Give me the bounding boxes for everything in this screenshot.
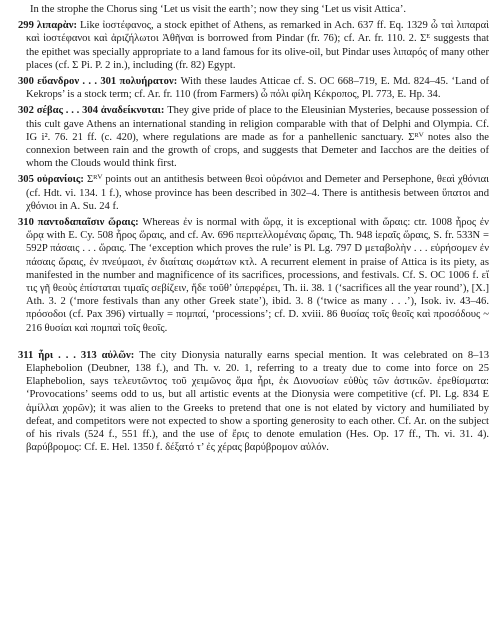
- note-299: [18, 19, 489, 72]
- lemma: 310 παντοδαπαῖσιν ὥραις:: [18, 217, 139, 229]
- lemma: 311 ἦρι . . . 313 αὐλῶν:: [18, 349, 135, 361]
- lemma: 299 λιπαρὰν:: [18, 20, 77, 32]
- note-text: The city Dionysia naturally earns special mention. It was celebrated on 8–13 Elaphebolion (Deubner, 138 f.), and Th. v. 20. 1, referring to a treaty due to come into force on 25 Elaphebolion, says τελευτῶντος τοῦ χειμῶνος ἅμα ἦρι, ἐκ Διονυσίων εὐθὺς τῶν ἀστικῶν. ἐρεθίσματα: ‘Provocations’ seems odd to us, but all artistic events at the Dionysia were competitive (cf. Pl. Lg. 834 E ἁμίλλαι χορῶν); it was alien to the Greeks to pretend that one is not elated by victory and humiliated by defeat, and competitors were not expected to show a sporting generosity to each other. Cf. Ar. on the subject of his rivals (524 f., 551 ff.), and the use of ἔρις to denote emulation (Hes. Op. 17 ff., Th. vi. 31. 4). βαρύβρομος: Cf. E. Hel. 1350 f. δέξατό τ’ ἐς χέρας βαρύβρομον αὐλόν.: [26, 349, 490, 454]
- lemma: 300 εὔανδρον . . . 301 πολυήρατον:: [18, 76, 178, 88]
- note-305: [18, 173, 489, 213]
- lemma: 302 σέβας . . . 304 ἀναδείκνυται:: [18, 105, 165, 117]
- note-310: [18, 216, 489, 335]
- note-text: Like ἰοστέφανος, a stock epithet of Athens, as remarked in Ach. 637 ff. Eq. 1329 ὦ ταὶ λιπαραὶ καὶ ἰοστέφανοι καὶ ἀριζήλωτοι Ἀθῆναι is borrowed from Pindar (fr. 76); cf. Ar. fr. 110. 2. Σᴱ suggests that the epithet was specially appropriate to a land famous for its olive-oil, but Pindar uses λιπαρός of many other places (cf. Σ Pi. P. 2 in.), including (fr. 82) Egypt.: [26, 20, 489, 71]
- lemma: 305 οὐρανίοις:: [18, 174, 84, 186]
- intro-paragraph: [18, 3, 489, 16]
- note-311-313: [18, 349, 489, 455]
- note-text: Whereas ἐν is normal with ὥρᾳ, it is exceptional with ὥραις: ctr. 1008 ἦρος ἐν ὥρᾳ with E. Cy. 508 ἦρος ὥραις, and cf. Av. 696 περιτελλομέναις ὥραις, Th. 948 ἱεραῖς ὥραις, S. fr. 533N = 592P πάσαις . . . ὥραις. The ‘exception which proves the rule’ is Pl. Lg. 797 D μεταβολὴν . . . εὑρήσομεν ἐν πάσαις ὥραις, ἐν πνεύμασι, ἐν διαίταις σωμάτων κτλ. A recurrent element in praise of Attica is its piety, as manifested in the number and magnificence of its sacrifices, processions, and festivals. Cf. S. OC 1006 f. εἴ τις γῆ θεοὺς ἐπίσταται τιμαῖς σεβίζειν, ἥδε τοῦθ’ ὑπερφέρει, Th. ii. 38. 1 (‘sacrifices all the year round’), [X.] Ath. 3. 2 (‘more festivals than any other Greek state’), ibid. 3. 8 (‘twice as many . . .’), Isok. iv. 43–46. πρόσοδοι (cf. Pax 396) virtually = πομπαί, ‘processions’; cf. D. xviii. 86 θυσίας τοῖς θεοῖς καὶ προσόδους ~ 216 θυσίαι καὶ πομπαὶ τοῖς θεοῖς.: [26, 217, 489, 334]
- note-text: They give pride of place to the Eleusinian Mysteries, because possession of this cult gave Athens an international standing in religion comparable with that of Delphi and Olympia. Cf. IG i². 76. 21 ff. (c. 420), where regulations are made as for a panhellenic sanctuary. Σᴿⱽ notes also the connexion between rain and the growth of crops, and suggests that Demeter and Iacchos are the deities of whom the Clouds would think first.: [26, 105, 489, 170]
- note-302-304: [18, 104, 489, 170]
- intro-text: In the strophe the Chorus sing ‘Let us visit the earth’; now they sing ‘Let us visit Attica’.: [30, 4, 407, 15]
- note-text: Σᴿⱽ points out an antithesis between θεοὶ οὐράνιοι and Demeter and Persephone, θεαὶ χθόνιαι (cf. Hdt. vi. 134. 1 f.), whose province has been described in 302–4. There is antithesis between ὕπατοι and χθόνιοι in A. Su. 24 f.: [26, 174, 490, 212]
- note-text: With these laudes Atticae cf. S. OC 668–719, E. Md. 824–45. ‘Land of Kekrops’ is a stock term; cf. Ar. fr. 110 (from Farmers) ὦ πόλι φίλη Κέκροπος, Pl. 773, E. Hp. 34.: [26, 76, 489, 101]
- note-300-301: [18, 75, 489, 101]
